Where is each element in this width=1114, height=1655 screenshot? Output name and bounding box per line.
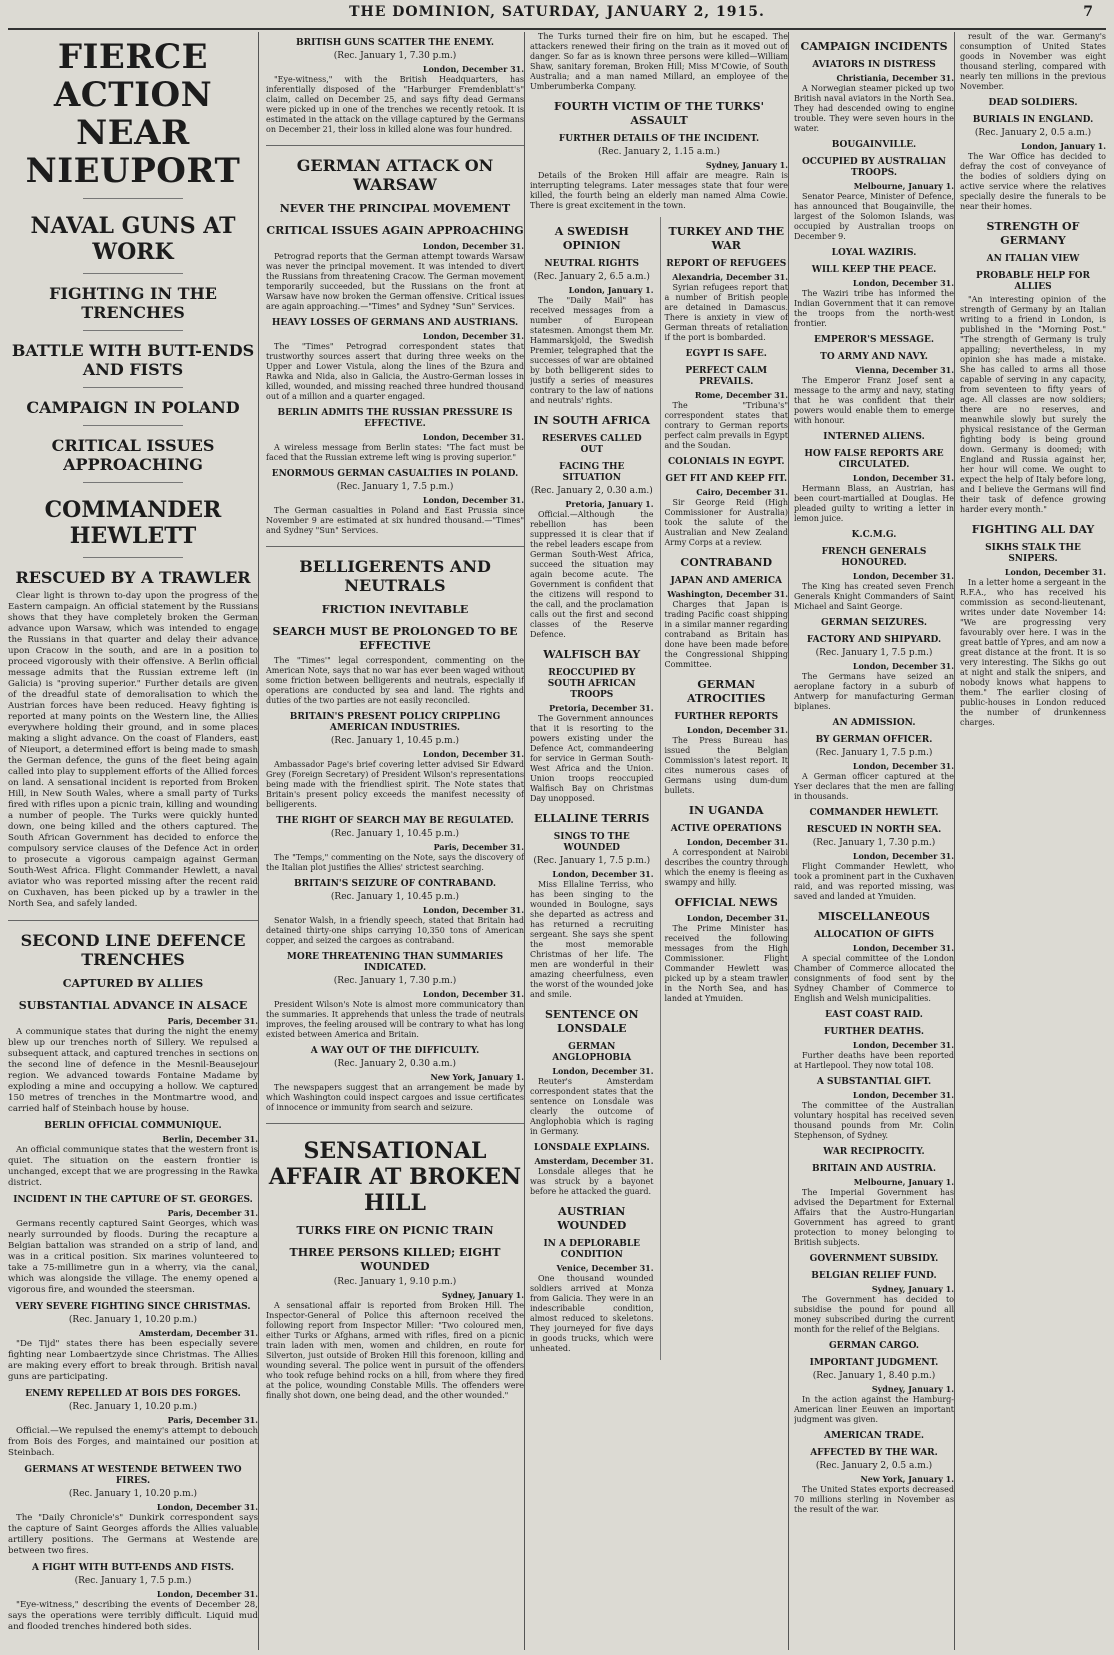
subhead-gift: A SUBSTANTIAL GIFT. [816,1077,932,1087]
headline-fighting-all-day: FIGHTING ALL DAY [971,523,1095,536]
headline-belligerents: BELLIGERENTS AND NEUTRALS [299,557,491,595]
subhead-britains-policy: BRITAIN'S PRESENT POLICY CRIPPLING AMERICAN INDUSTRIES. [289,712,501,733]
subhead-fists: A FIGHT WITH BUTT-ENDS AND FISTS. [32,1563,234,1573]
subhead-deaths: FURTHER DEATHS. [824,1027,924,1037]
subhead-gifts: ALLOCATION OF GIFTS [813,930,935,940]
received-line: (Rec. January 2, 0.5 a.m.) [815,1461,933,1471]
subhead-lonsdale-explains: LONSDALE EXPLAINS. [533,1143,650,1153]
article-body: President Wilson's Note is almost more communicatory than the summaries. It apprehends that unless the trade of neutrals improves, the feeling aroused will be contrary to what has long existed between America and Britain. [266,1000,524,1039]
subhead-seizures: GERMAN SEIZURES. [821,618,927,628]
subhead-active-operations: ACTIVE OPERATIONS [670,824,782,834]
subhead-egypt-safe: EGYPT IS SAFE. [685,349,767,359]
subhead-picnic-train: TURKS FIRE ON PICNIC TRAIN [296,1224,494,1237]
received-line: (Rec. January 1, 10.45 p.m.) [330,892,460,902]
dateline: London, December 31. [552,869,654,879]
subhead-westende: GERMANS AT WESTENDE BETWEEN TWO FIRES. [24,1465,242,1486]
subhead-calm: PERFECT CALM PREVAILS. [685,366,768,387]
dateline: London, December 31. [852,571,954,581]
dateline: London, December 31. [422,64,524,74]
dateline: Paris, December 31. [433,842,524,852]
article-body: A Norwegian steamer picked up two British naval aviators in the North Sea. They had descended owing to engine trouble. They were seven hours in the water. [794,84,954,133]
subhead-army-navy: TO ARMY AND NAVY. [820,352,928,362]
top-rule [8,28,1106,30]
article-body: A wireless message from Berlin states: "The fact must be faced that the Russian extreme left wing is proving superior." [266,443,524,462]
divider [83,387,183,388]
subhead-north-sea: RESCUED IN NORTH SEA. [806,825,942,835]
subhead-st-georges: INCIDENT IN THE CAPTURE OF ST. GEORGES. [13,1195,253,1205]
subhead-false-reports: HOW FALSE REPORTS ARE CIRCULATED. [804,449,944,470]
column-3 [530,32,789,1650]
dateline: Pretoria, January 1. [565,499,654,509]
subhead-dead-soldiers: DEAD SOLDIERS. [988,98,1078,108]
article-body: The Press Bureau has issued the Belgian Commission's latest report. It cites numerous cases of Germans using dum-dum bullets. [664,736,788,795]
received-line: (Rec. January 1, 7.30 p.m.) [812,838,936,848]
received-line: (Rec. January 1, 7.30 p.m.) [333,976,457,986]
subhead-further-reports: FURTHER REPORTS [674,712,779,722]
subhead-factory: FACTORY AND SHIPYARD. [806,635,942,645]
headline-walfisch: WALFISCH BAY [543,648,641,661]
article-body: A German officer captured at the Yser declares that the men are falling in thousands. [794,772,954,801]
received-line: (Rec. January 1, 7.5 p.m.) [336,482,454,492]
dateline: Sydney, January 1. [871,1284,954,1294]
subhead-east-coast: EAST COAST RAID. [825,1010,923,1020]
subhead-japan-america: JAPAN AND AMERICA [670,576,782,586]
received-line: (Rec. January 2, 1.15 a.m.) [597,147,721,157]
dateline: Vienna, December 31. [855,365,954,375]
masthead [0,4,1114,26]
article-body: The Waziri tribe has informed the Indian Government that it can remove the troops from the north-west frontier. [794,289,954,328]
received-line: (Rec. January 1, 10.45 p.m.) [330,829,460,839]
subhead-burials: BURIALS IN ENGLAND. [972,115,1094,125]
divider [266,1123,524,1124]
article-body: Official.—We repulsed the enemy's attempt to debouch from Bois des Forges, and maintained our position at Steinbach. [8,1426,258,1458]
headline-campaign-incidents: CAMPAIGN INCIDENTS [800,40,948,53]
dateline: London, December 31. [422,989,524,999]
article-body: The Prime Minister has received the following messages from the High Commissioner. Flight Commander Hewlett was picked up by a steam trawler in the North Sea, and has landed at Ymuiden. [664,924,788,1003]
received-line: (Rec. January 1, 10.20 p.m.) [68,1489,198,1499]
subhead-principal: NEVER THE PRINCIPAL MOVEMENT [279,202,511,215]
article-body: The King has created seven French Generals Knight Commanders of Saint Michael and Saint George. [794,582,954,611]
dateline: Washington, December 31. [667,589,788,599]
subhead-hewlett: COMMANDER HEWLETT. [809,808,939,818]
article-body: Charges that Japan is trading Pacific coast shipping in a similar manner regarding contraband as Britain has done have been made before the Congressional Shipping Committee. [664,600,788,669]
subhead-reciprocity: WAR RECIPROCITY. [823,1147,925,1157]
dateline: London, December 31. [852,1090,954,1100]
article-body: The Germans have seized an aeroplane factory in a suburb of Antwerp for manufacturing German biplanes. [794,672,954,711]
article-body: The newspapers suggest that an arrangement be made by which Washington could inspect cargoes and issue certificates of innocence or immunity from search and seizure. [266,1083,524,1112]
article-body: A communique states that during the night the enemy blew up our trenches north of Sillery. We repulsed a subsequent attack, and captured trenches in sections on the second line of defence in the Mesnil-Beausejour region. We advanced towards Fontaine Madame by exploding a mine and occupying a hollow. We captured 150 metres of trenches in the Montmartre wood, and carried half of Steinbach house by house. [8,1027,258,1114]
subhead-subsidy: GOVERNMENT SUBSIDY. [809,1254,939,1264]
subhead-colonials: COLONIALS IN EGYPT. [667,457,785,467]
article-body: result of the war. Germany's consumption of United States goods in November was eight thousand sterling, compared with nearly ten millions in the previous November. [960,32,1106,91]
dateline: London, December 31. [422,241,524,251]
received-line: (Rec. January 1, 9.10 p.m.) [333,1277,457,1287]
article-body: In the action against the Hamburg-American liner Eeuwen an important judgment was given. [794,1395,954,1424]
dateline: London, December 31. [852,278,954,288]
article-body: The Emperor Franz Josef sent a message to the army and navy, stating that he was confident that their powers would enable them to emerge with honour. [794,376,954,425]
subhead-american-trade: AMERICAN TRADE. [824,1431,924,1441]
dateline: Pretoria, December 31. [549,703,654,713]
article-body: Reuter's Amsterdam correspondent states that the sentence on Lonsdale was clearly the outcome of Anglophobia which is raging in Germany. [530,1077,654,1136]
subhead-admission: AN ADMISSION. [832,718,916,728]
subhead-occupied: OCCUPIED BY AUSTRALIAN TROOPS. [801,157,947,178]
dateline: London, December 31. [852,761,954,771]
subhead-waziris: LOYAL WAZIRIS. [831,248,917,258]
article-body: The "Tribuna's" correspondent states that contrary to German reports perfect calm prevails in Egypt and the Soudan. [664,401,788,450]
column-3-split [530,217,788,1360]
dateline: New York, January 1. [430,1072,524,1082]
dateline: London, December 31. [552,1066,654,1076]
subhead-affected: AFFECTED BY THE WAR. [810,1448,938,1458]
article-body: Hermann Blass, an Austrian, has been court-martialled at Douglas. He pleaded guilty to writing a letter in lemon juice. [794,484,954,523]
subhead-cargo: GERMAN CARGO. [828,1341,920,1351]
divider [83,198,183,199]
article-body: An official communique states that the western front is quiet. The situation on the eastern frontier is unchanged, except that we are progressing in the Rawka district. [8,1145,258,1188]
article-body: Germans recently captured Saint Georges, which was nearly surrounded by floods. During the recapture a Belgian battalion was stranded on a strip of land, and was in a critical position. Six marines volunteered to take a 75-millimetre gun in a wherry, via the canal, which was alongside the village. The enemy opened a vigorous fire, and wounded the steersman. [8,1219,258,1295]
dateline: London, December 31. [156,1502,258,1512]
subhead-critical: CRITICAL ISSUES AGAIN APPROACHING [266,224,524,237]
article-body: Lonsdale alleges that he was struck by a bayonet before he attacked the guard. [530,1167,654,1196]
article-body: "An interesting opinion of the strength of Germany by an Italian writing to a friend in London, is published in the "Morning Post." "The strength of Germany is truly appalling; nevertheless, in my opinion she has made a mistake. She has called to arms all those capable of serving in any capacity, from seventeen to fifty years of age. All classes are now soldiers; there are no reserves, and meanwhile slowly but surely the physical resistance of the German fighting body is being ground down. Germany is doomed; with England and Russia against her, her hour will come. We ought to expect the help of Italy before long, and I believe the Germans will find their task of defence growing harder every month." [960,295,1106,514]
headline-broken-hill: SENSATIONAL AFFAIR AT BROKEN HILL [268,1138,522,1216]
dateline: Christiania, December 31. [836,73,954,83]
dateline: London, December 31. [852,851,954,861]
dateline: Paris, December 31. [167,1016,258,1026]
subhead-threatening: MORE THREATENING THAN SUMMARIES INDICATED. [286,952,504,973]
article-body: One thousand wounded soldiers arrived at Monza from Galicia. They were in an indescribable condition, almost reduced to skeletons. They journeyed for five days in goods trucks, which were unheated. [530,1274,654,1353]
divider [8,920,258,921]
received-line: (Rec. January 2, 0.30 a.m.) [333,1059,457,1069]
article-body: The "Daily Mail" has received messages from a number of European statesmen. Amongst them Mr. Hammarskjold, the Swedish Premier, telegraphed that the successes of war are obtained by both belligerent sides to justify a series of measures contrary to the law of nations and neutrals' rights. [530,296,654,405]
received-line: (Rec. January 1, 7.5 p.m.) [74,1576,192,1586]
dateline: London, December 31. [422,331,524,341]
headline-swedish: A SWEDISH OPINION [554,225,629,252]
headline-second-line: SECOND LINE DEFENCE TRENCHES [20,931,246,969]
dateline: London, December 31. [852,661,954,671]
subhead-reoccupied: REOCCUPIED BY SOUTH AFRICAN TROOPS [547,668,636,700]
subhead-bougainville: BOUGAINVILLE. [831,140,917,150]
article-body: The Imperial Government has advised the Department for External Affairs that the Austro-Hungarian Government has agreed to grant protection to money belonging to British subjects. [794,1188,954,1247]
article-body: The Government announces that it is resorting to the powers existing under the Defence Act, commandeering for service in German South-West Africa and the Union. Union troops reoccupied Walfisch Bay on Christmas Day unopposed. [530,714,654,803]
page-number: 7 [1083,4,1094,20]
column-3-right [660,217,789,1360]
article-body: Senator Pearce, Minister of Defence, has announced that Bougainville, the largest of the Solomon Islands, was occupied by Australian troops on December 9. [794,192,954,241]
article-body: "De Tijd" states there has been especially severe fighting near Lombaertzyde since Christmas. The Allies are making every effort to break through. British naval guns are participating. [8,1339,258,1382]
subhead-search: SEARCH MUST BE PROLONGED TO BE EFFECTIVE [272,625,518,652]
subhead-anglophobia: GERMAN ANGLOPHOBIA [552,1042,632,1063]
subhead-further-details: FURTHER DETAILS OF THE INCIDENT. [558,134,760,144]
subhead-refugees: REPORT OF REFUGEES [666,259,787,269]
headline-warsaw: GERMAN ATTACK ON WARSAW [296,156,494,194]
subhead-britain-austria: BRITAIN AND AUSTRIA. [811,1164,937,1174]
received-line: (Rec. January 1, 8.40 p.m.) [812,1371,936,1381]
received-line: (Rec. January 1, 10.20 p.m.) [68,1315,198,1325]
subhead-facing: FACING THE SITUATION [559,462,625,483]
dateline: Paris, December 31. [167,1415,258,1425]
headline-contraband: CONTRABAND [680,556,773,569]
dateline: Paris, December 31. [167,1208,258,1218]
received-line: (Rec. January 2, 0.5 a.m.) [974,128,1092,138]
dateline: Sydney, January 1. [705,160,788,170]
headline-ellaline: ELLALINE TERRIS [534,812,650,825]
dateline: London, December 31. [422,749,524,759]
dateline: Sydney, January 1. [441,1290,524,1300]
headline-trenches: FIGHTING IN THE TRENCHES [49,284,217,322]
dateline: Sydney, January 1. [871,1384,954,1394]
headline-austrian-wounded: AUSTRIAN WOUNDED [557,1205,627,1232]
dateline: London, December 31. [852,1040,954,1050]
received-line: (Rec. January 2, 0.30 a.m.) [530,486,653,496]
dateline: London, December 31. [422,432,524,442]
subhead-belgian-relief: BELGIAN RELIEF FUND. [811,1271,937,1281]
subhead-german-officer: BY GERMAN OFFICER. [815,735,933,745]
article-body: Flight Commander Hewlett, who took a prominent part in the Cuxhaven raid, and was reported missing, was saved and landed at Ymuiden. [794,862,954,901]
dateline: London, December 31. [422,495,524,505]
article-body: Petrograd reports that the German attempt towards Warsaw was never the principal movement. It was intended to divert the Russians from threatening Cracow. The German movement temporarily succeeded, but the Russians on the front at Warsaw have now broken the German offensive. Critical issues are again approaching.—"Times" and Sydney "Sun" Services. [266,252,524,311]
dateline: Venice, December 31. [556,1263,654,1273]
subhead-neutral-rights: NEUTRAL RIGHTS [544,259,640,269]
column-2 [266,32,525,1650]
subhead-emperor: EMPEROR'S MESSAGE. [814,335,934,345]
article-body: The German casualties in Poland and East Prussia since November 9 are estimated at six hundred thousand.—"Times" and Sydney "Sun" Services. [266,506,524,535]
article-body: Miss Ellaline Terriss, who has been singing to the wounded in Boulogne, says she departed as actress and has returned a recruiting sergeant. She says she spent the most memorable Christmas of her life. The men are wonderful in their amazing cheerfulness, even the worst of the wounded joke and smile. [530,880,654,999]
dateline: London, December 31. [852,943,954,953]
article-body: Ambassador Page's brief covering letter advised Sir Edward Grey (Foreign Secretary) of President Wilson's representations being made with the friendliest spirit. The Note states that Britain's present policy exceeds the manifest necessity of belligerents. [266,760,524,809]
subhead-probable-help: PROBABLE HELP FOR ALLIES [976,271,1090,292]
article-body: The committee of the Australian voluntary hospital has received seven thousand pounds from Mr. Colin Stephenson, of Sydney. [794,1101,954,1140]
received-line: (Rec. January 1, 10.45 p.m.) [330,736,460,746]
article-body: "Eye-witness," with the British Headquarters, has inferentially disposed of the "Harburger Fremdenblatt's" claim, called on December 25, and says fifty dead Germans were picked up in one of the trenches we recently retook. It is estimated in the attack on the village captured by the Germans on December 21, their loss in killed alone was four hundred. [266,75,524,134]
article-body: Details of the Broken Hill affair are meagre. Rain is interrupting telegrams. Later messages state that four were killed, the fourth being an elderly man named Alma Cowie. There is great excitement in the town. [530,171,788,210]
headline-naval-guns: NAVAL GUNS AT WORK [30,213,236,265]
headline-trawler: RESCUED BY A TRAWLER [15,568,251,587]
dateline: London, December 31. [686,913,788,923]
divider [83,482,183,483]
subhead-casualties: ENORMOUS GERMAN CASUALTIES IN POLAND. [271,469,519,479]
article-body: The "Temps," commenting on the Note, says the discovery of the Italian plot justifies the Allies' strictest searching. [266,853,524,872]
divider [266,546,524,547]
subhead-way-out: A WAY OUT OF THE DIFFICULTY. [310,1046,480,1056]
subhead-aviators: AVIATORS IN DISTRESS [812,60,936,70]
subhead-peace: WILL KEEP THE PEACE. [811,265,937,275]
received-line: (Rec. January 1, 7.5 p.m.) [533,856,651,866]
dateline: Amsterdam, December 31. [138,1328,258,1338]
headline-turkey: TURKEY AND THE WAR [668,225,784,252]
subhead-berlin: BERLIN OFFICIAL COMMUNIQUE. [44,1121,222,1131]
article-body: Senator Walsh, in a friendly speech, stated that Britain had detained thirty-one ships carrying 10,350 tons of American copper, and seized the cargoes as contraband. [266,916,524,945]
dateline: London, December 31. [686,725,788,735]
headline-strength-germany: STRENGTH OF GERMANY [986,220,1080,247]
subhead-british-guns: BRITISH GUNS SCATTER THE ENEMY. [296,38,494,48]
headline-hewlett: COMMANDER HEWLETT [44,497,222,549]
dateline: Melbourne, January 1. [853,1177,954,1187]
headline-atrocities: GERMAN ATROCITIES [687,678,766,705]
divider [83,557,183,558]
subhead-reserves: RESERVES CALLED OUT [541,434,642,455]
dateline: Rome, December 31. [694,390,788,400]
headline-critical: CRITICAL ISSUES APPROACHING [51,436,215,474]
dateline: London, December 31. [686,837,788,847]
received-line: (Rec. January 1, 7.5 p.m.) [815,748,933,758]
subhead-italian-view: AN ITALIAN VIEW [986,254,1080,264]
article-body: Official.—Although the rebellion has been suppressed it is clear that if the rebel leaders escape from German South-West Africa, succeed the situation may again become acute. The Government is confident that the citizens will respond to the call, and the proclamation calls out the first and second classes of the Reserve Defence. [530,510,654,639]
dateline: Cairo, December 31. [696,487,788,497]
article-summary: Clear light is thrown to-day upon the progress of the Eastern campaign. An official statement by the Russians shows that they have completely broken the German advance upon Warsaw, which was intended to engage the Russians in that quarter and delay their advance upon Cracow in the south, and are in a position to proceed vigorously with their offensive. A Berlin official message admits that the Russian extreme left (in Galicia) is "proving superior." Further details are given of the dreadful state of demoralisation to which the Austrian forces have been reduced. Heavy fighting is reported at many points on the Western line, the Allies everywhere holding their ground, and in some places making a slight advance. On the coast of Flanders, east of Nieuport, a determined effort is being made to smash the German defence, the guns of the fleet being again called into play to supplement efforts of the Allied forces on land. A sensational incident is reported from Broken Hill, in New South Wales, where a small party of Turks fired with rifles upon a picnic train, killing and wounding a number of people. The Turks were quickly hunted down, one being killed and the others captured. The South African Government has decided to enforce the compulsory service clauses of the Defence Act in order to prosecute a vigorous campaign against German South-West Africa. Flight Commander Hewlett, a naval aviator who was reported missing after the recent raid on Cuxhaven, has been picked up by a trawler in the North Sea, and safely landed. [8,591,258,909]
article-body: The United States exports decreased 70 millions sterling in November as the result of the war. [794,1485,954,1514]
column-5 [960,32,1106,1650]
article-body: A sensational affair is reported from Broken Hill. The Inspector-General of Police this afternoon received the following report from Inspector Miller: "Two coloured men, either Turks or Afghans, armed with rifles, fired on a picnic train laden with men, women and children, en route for Silverton, just outside of Broken Hill this forenoon, killing and wounding several. The police went in pursuit of the offenders who took refuge behind rocks on a hill, from where they fired at the police, wounding Constable Mills. The offenders were finally shot down, one being dead, and the other wounded." [266,1301,524,1400]
headline-butt-ends: BATTLE WITH BUTT-ENDS AND FISTS [11,341,255,379]
subhead-christmas: VERY SEVERE FIGHTING SINCE CHRISTMAS. [15,1302,251,1312]
headline-south-africa: IN SOUTH AFRICA [533,414,650,427]
subhead-heavy-losses: HEAVY LOSSES OF GERMANS AND AUSTRIANS. [271,318,519,328]
dateline: Alexandria, December 31. [672,272,788,282]
article-body: The Turks turned their fire on him, but he escaped. The attackers renewed their firing on the train as it moved out of danger. So far as is known three persons were killed—William Shaw, sanitary foreman, Broken Hill; Miss M'Cowie, of South Australia; and a man named Millard, an employee of the Umberumberka Company. [530,32,788,91]
subhead-contraband: BRITAIN'S SEIZURE OF CONTRABAND. [294,879,496,889]
headline-uganda: IN UGANDA [688,804,764,817]
dateline: Berlin, December 31. [162,1134,258,1144]
dateline: Amsterdam, December 31. [534,1156,654,1166]
subhead-sings: SINGS TO THE WOUNDED [553,832,630,853]
headline-main: FIERCE ACTION NEAR NIEUPORT [25,37,241,191]
subhead-sikhs: SIKHS STALK THE SNIPERS. [985,543,1081,564]
article-body: In a letter home a sergeant in the R.F.A., who has received his commission as second-lieutenant, writes under date November 14: "We are progressing very favourably over here. I was in the great battle of Ypres, and am now a great distance at the front. It is so very interesting. The Sikhs go out at night and stalk the snipers, and nobody knows what happens to them." The earlier closing of public-houses in London reduced the number of drunkenness charges. [960,578,1106,727]
headline-lonsdale: SENTENCE ON LONSDALE [544,1008,639,1035]
received-line: (Rec. January 1, 7.5 p.m.) [815,648,933,658]
subhead-bois-des-forges: ENEMY REPELLED AT BOIS DES FORGES. [25,1389,241,1399]
column-3-left [530,217,654,1360]
article-body: The "Daily Chronicle's" Dunkirk correspondent says the capture of Saint Georges affords the Allies valuable artillery positions. The Germans at Westende are between two fires. [8,1513,258,1556]
column-1 [8,32,259,1650]
dateline: London, December 31. [1004,567,1106,577]
article-body: Syrian refugees report that a number of British people are detained in Damascus. There is anxiety in view of German threats of retaliation if the port is bombarded. [664,283,788,342]
subhead-fourth-victim: FOURTH VICTIM OF THE TURKS' ASSAULT [554,100,764,127]
dateline: London, December 31. [156,1589,258,1599]
received-line: (Rec. January 2, 6.5 a.m.) [533,272,650,282]
subhead-three-killed: THREE PERSONS KILLED; EIGHT WOUNDED [289,1246,501,1273]
dateline: London, December 31. [852,473,954,483]
article-body: A special committee of the London Chamber of Commerce allocated the consignments of food sent by the Sydney Chamber of Commerce to English and Welsh municipalities. [794,954,954,1003]
dateline: London, January 1. [1021,141,1106,151]
masthead-title: THE DOMINION, SATURDAY, JANUARY 2, 1915. [349,4,765,20]
dateline: New York, January 1. [860,1474,954,1484]
divider [83,330,183,331]
divider [83,425,183,426]
subhead-alsace: SUBSTANTIAL ADVANCE IN ALSACE [18,999,248,1012]
article-body: The "Times" Petrograd correspondent states that trustworthy sources assert that during three weeks on the Upper and Lower Vistula, along the lines of the Bzura and Rawka and Nida, also in Galicia, the Austro-German losses in killed, wounded, and missing reached three hundred thousand out of a million and a quarter engaged. [266,342,524,401]
subhead-kcmg: K.C.M.G. [851,530,897,540]
subhead-captured: CAPTURED BY ALLIES [62,977,204,990]
divider [83,273,183,274]
subhead-judgment: IMPORTANT JUDGMENT. [809,1358,939,1368]
headline-official-news: OFFICIAL NEWS [674,896,778,909]
subhead-berlin-admits: BERLIN ADMITS THE RUSSIAN PRESSURE IS EFFECTIVE. [277,408,513,429]
headline-miscellaneous: MISCELLANEOUS [818,910,930,923]
received-line: (Rec. January 1, 7.30 p.m.) [333,51,457,61]
subhead-fit: GET FIT AND KEEP FIT. [665,474,788,484]
subhead-french-generals: FRENCH GENERALS HONOURED. [821,547,927,568]
dateline: London, December 31. [422,905,524,915]
article-body: The War Office has decided to defray the cost of conveyance of the bodies of soldiers dying on active service where the relatives specially desire the funerals to be near their homes. [960,152,1106,211]
article-body: The Government has decided to subsidise the pound for pound all money subscribed during the current month for the relief of the Belgians. [794,1295,954,1334]
article-body: Sir George Reid (High Commissioner for Australia) took the salute of the Australian and New Zealand Army Corps at a review. [664,498,788,547]
dateline: Melbourne, January 1. [853,181,954,191]
subhead-deplorable: IN A DEPLORABLE CONDITION [543,1239,641,1260]
dateline: London, January 1. [568,285,654,295]
subhead-interned: INTERNED ALIENS. [823,432,925,442]
received-line: (Rec. January 1, 10.20 p.m.) [68,1402,198,1412]
article-body: A correspondent at Nairobi describes the country through which the enemy is fleeing as swampy and hilly. [664,848,788,887]
article-body: The "Times'" legal correspondent, commenting on the American Note, says that no war has ever been waged without some friction between belligerents and neutrals, especially if operations are conducted by sea and land. The rights and duties of the two parties are not easily reconciled. [266,656,524,705]
column-4 [794,32,955,1650]
article-body: "Eye-witness," describing the events of December 28, says the operations were terribly difficult. Liquid mud and flooded trenches hindered both sides. [8,1600,258,1632]
subhead-friction: FRICTION INEVITABLE [321,603,469,616]
divider [266,145,524,146]
subhead-right-of-search: THE RIGHT OF SEARCH MAY BE REGULATED. [276,816,514,826]
article-body: Further deaths have been reported at Hartlepool. They now total 108. [794,1051,954,1070]
headline-poland: CAMPAIGN IN POLAND [26,398,240,417]
